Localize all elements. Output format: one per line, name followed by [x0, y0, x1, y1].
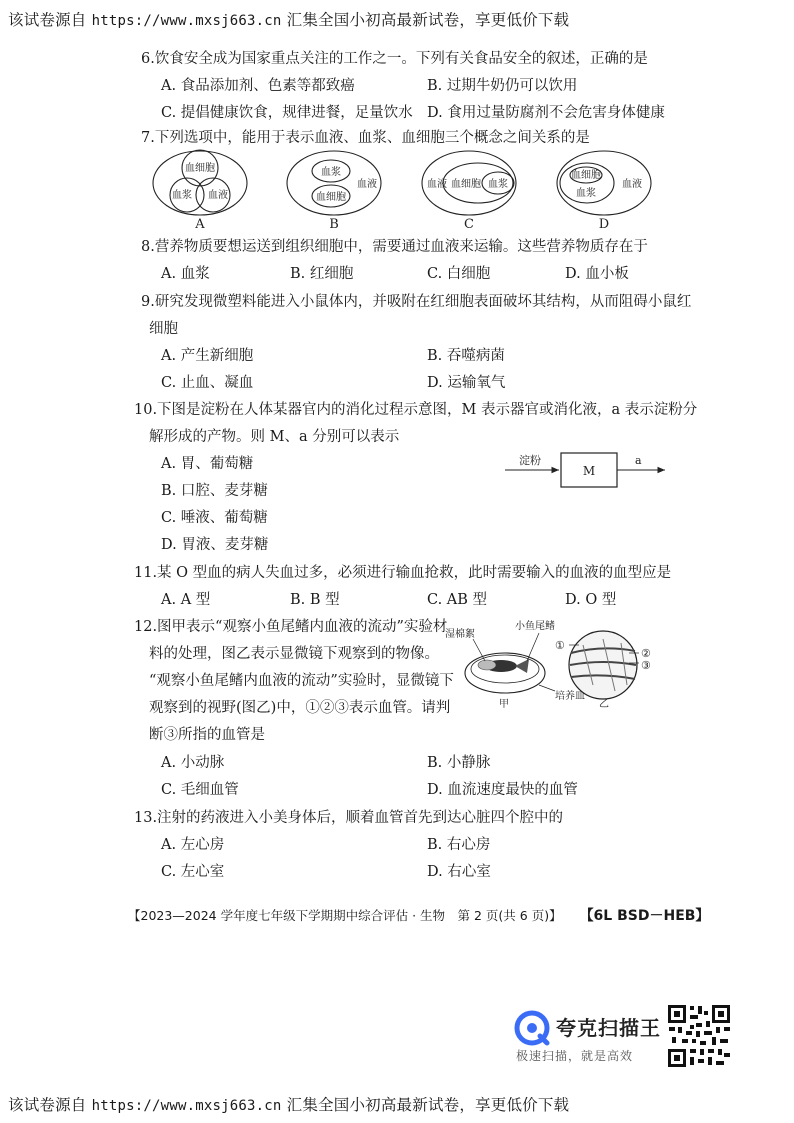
source-banner-top [8, 8, 569, 30]
banner-suffix: 汇集全国小初高最新试卷，享更低价下载 [286, 1096, 570, 1114]
q7-b-label-outer: 血液 [357, 179, 377, 190]
quark-logo-icon [514, 1010, 550, 1046]
q13-option-a: A. 左心房 [161, 837, 225, 853]
banner-url[interactable]: https://www.mxsj663.cn [91, 1098, 282, 1114]
q12-stem-line-1: 12.图甲表示“观察小鱼尾鳍内血液的流动”实验材 [134, 619, 448, 635]
q8-option-b: B. 红细胞 [290, 266, 354, 282]
q7-a-label-3: 血液 [208, 190, 228, 201]
q12-option-c: C. 毛细血管 [161, 782, 239, 798]
q13-option-d: D. 右心室 [427, 864, 491, 880]
source-banner-bottom [8, 1093, 569, 1115]
q6-stem: 6.饮食安全成为国家重点关注的工作之一。下列有关食品安全的叙述，正确的是 [141, 51, 648, 67]
q12-stem-line-3: “观察小鱼尾鳍内血液的流动”实验时，显微镜下 [149, 673, 454, 689]
q10-flow-diagram [503, 448, 669, 492]
watermark-slogan: 极速扫描，就是高效 [516, 1049, 634, 1063]
q13-option-c: C. 左心室 [161, 864, 225, 880]
q9-option-b: B. 吞噬病菌 [427, 348, 505, 364]
qr-code-icon[interactable] [666, 1003, 732, 1069]
q7-choice-d-letter: D [598, 217, 610, 232]
q7-choice-a-letter: A [195, 217, 205, 232]
q12-figure [443, 615, 663, 710]
q10-box-label: M [582, 464, 596, 478]
q10-input-label: 淀粉 [519, 454, 541, 467]
q12-label-yi: 乙 [599, 699, 609, 710]
q11-option-d: D. O 型 [565, 592, 617, 608]
banner-url[interactable]: https://www.mxsj663.cn [91, 13, 282, 29]
q8-stem: 8.营养物质要想运送到组织细胞中，需要通过血液来运输。这些营养物质存在于 [141, 239, 648, 255]
q7-d-label-outer: 血液 [622, 179, 642, 190]
q12-label-dish: 培养皿 [555, 691, 585, 702]
q6-option-a: A. 食品添加剂、色素等都致癌 [161, 78, 355, 94]
q12-option-b: B. 小静脉 [427, 755, 491, 771]
q6-option-d: D. 食用过量防腐剂不会危害身体健康 [427, 105, 665, 121]
q12-option-a: A. 小动脉 [161, 755, 225, 771]
q6-option-b: B. 过期牛奶仍可以饮用 [427, 78, 578, 94]
q12-stem-line-2: 料的处理，图乙表示显微镜下观察到的物像。 [149, 646, 439, 662]
q8-option-a: A. 血浆 [161, 266, 210, 282]
footer-code: 【6L BSD－HEB】 [579, 908, 710, 924]
page-footer [128, 905, 709, 925]
q10-option-d: D. 胃液、麦芽糖 [161, 537, 269, 553]
banner-suffix: 汇集全国小初高最新试卷，享更低价下载 [286, 11, 570, 29]
q9-option-c: C. 止血、凝血 [161, 375, 254, 391]
q10-output-label: a [635, 454, 642, 467]
q11-option-a: A. A 型 [161, 592, 211, 608]
q12-cotton [478, 660, 496, 670]
banner-prefix: 该试卷源自 [8, 1096, 87, 1114]
q7-d-label-mid: 血浆 [576, 188, 596, 199]
q10-stem-line-2: 解形成的产物。则 M、a 分别可以表示 [149, 429, 400, 445]
q12-marker-1: ① [555, 639, 565, 652]
q12-fish-tail [515, 659, 529, 673]
q11-stem: 11.某 O 型血的病人失血过多，必须进行输血抢救，此时需要输入的血液的血型应是 [134, 565, 672, 581]
q9-option-d: D. 运输氧气 [427, 375, 506, 391]
q12-label-cotton: 湿棉絮 [445, 629, 475, 640]
q10-option-a: A. 胃、葡萄糖 [161, 456, 254, 472]
q7-b-label-2: 血细胞 [316, 192, 346, 203]
q7-c-label-mid: 血细胞 [451, 179, 481, 190]
q12-label-jia: 甲 [499, 699, 509, 710]
q6-option-c: C. 提倡健康饮食，规律进餐，足量饮水 [161, 105, 413, 121]
q7-c-label-outer: 血液 [427, 179, 447, 190]
watermark-brand-name: 夸克扫描王 [556, 1016, 661, 1040]
q7-stem: 7.下列选项中，能用于表示血液、血浆、血细胞三个概念之间关系的是 [141, 130, 590, 146]
q9-option-a: A. 产生新细胞 [161, 348, 254, 364]
q11-option-b: B. B 型 [290, 592, 340, 608]
q8-option-d: D. 血小板 [565, 266, 629, 282]
banner-prefix: 该试卷源自 [8, 11, 87, 29]
q12-label-fish-tail: 小鱼尾鳍 [515, 621, 555, 632]
q13-option-b: B. 右心房 [427, 837, 491, 853]
q12-option-d: D. 血流速度最快的血管 [427, 782, 578, 798]
q10-option-c: C. 唾液、葡萄糖 [161, 510, 268, 526]
q7-a-label-1: 血细胞 [185, 163, 215, 174]
q7-choice-c-letter: C [464, 217, 474, 232]
q7-a-label-2: 血浆 [172, 190, 192, 201]
q12-marker-3: ③ [641, 659, 651, 672]
q12-marker-2: ② [641, 647, 651, 660]
q10-option-b: B. 口腔、麦芽糖 [161, 483, 268, 499]
q7-choice-b-letter: B [329, 217, 339, 232]
footer-text: 【2023—2024 学年度七年级下学期期中综合评估 · 生物 第 2 页(共 6 页)】 [128, 908, 562, 923]
q7-d-label-inner: 血细胞 [571, 170, 601, 181]
q12-stem-line-5: 断③所指的血管是 [149, 727, 265, 743]
q8-option-c: C. 白细胞 [427, 266, 491, 282]
q11-option-c: C. AB 型 [427, 592, 488, 608]
q13-stem: 13.注射的药液进入小美身体后，顺着血管首先到达心脏四个腔中的 [134, 810, 564, 826]
q12-petri-dish [465, 653, 545, 693]
q9-stem-line-1: 9.研究发现微塑料能进入小鼠体内，并吸附在红细胞表面破坏其结构，从而阻碍小鼠红 [141, 294, 692, 310]
q12-stem-line-4: 观察到的视野(图乙)中，①②③表示血管。请判 [149, 700, 451, 716]
q7-c-label-inner: 血浆 [488, 179, 508, 190]
q7-b-label-1: 血浆 [321, 167, 341, 178]
q7-venn-diagrams [148, 148, 668, 232]
q9-stem-line-2: 细胞 [149, 321, 178, 337]
q10-stem-line-1: 10.下图是淀粉在人体某器官内的消化过程示意图，M 表示器官或消化液，a 表示淀粉分 [134, 402, 698, 418]
